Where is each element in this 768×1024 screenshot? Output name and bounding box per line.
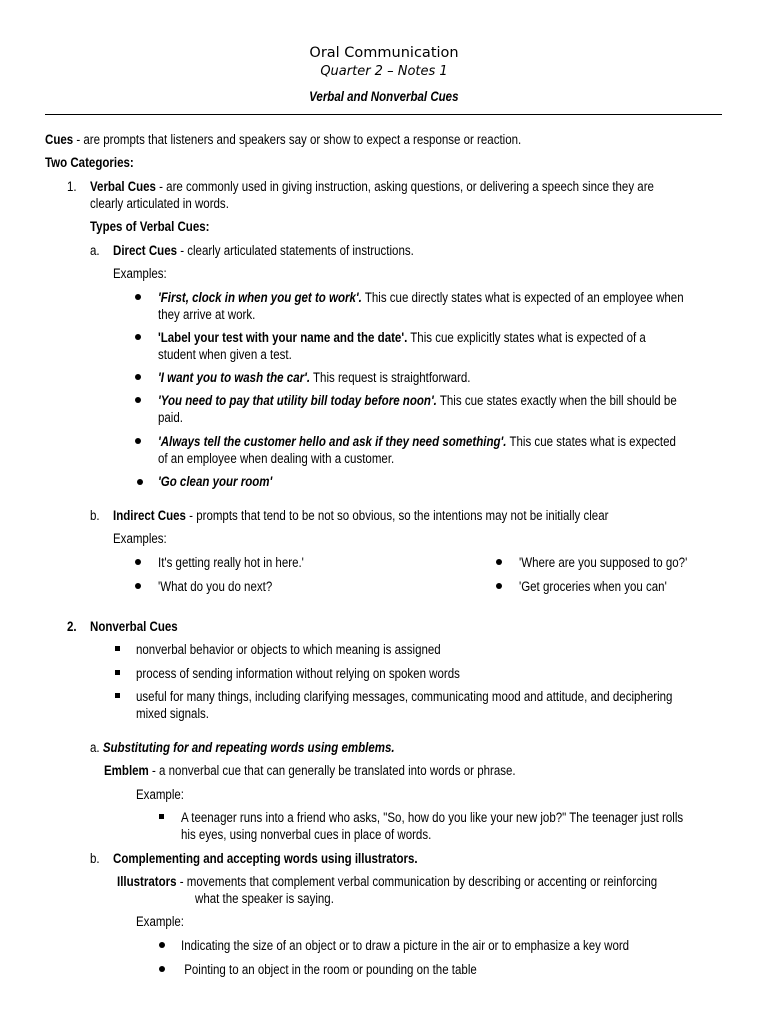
direct-example-1	[158, 289, 684, 306]
direct-example-3	[158, 369, 470, 386]
verbal-number: 1.	[67, 179, 77, 194]
direct-examples-label: Examples:	[113, 266, 167, 281]
illustrators-example: Pointing to an object in the room or pounding on the table	[181, 962, 477, 977]
bullet-icon	[137, 479, 143, 485]
cues-term: Cues	[45, 132, 74, 147]
square-bullet-icon	[115, 670, 120, 675]
verbal-definition	[90, 178, 654, 195]
direct-example-4-line2: paid.	[158, 410, 183, 425]
bullet-icon	[159, 966, 165, 972]
illustrators-heading: Complementing and accepting words using illustrators.	[113, 851, 418, 866]
direct-example-5	[158, 433, 676, 450]
indirect-example: It's getting really hot in here.'	[158, 555, 304, 570]
square-bullet-icon	[159, 814, 164, 819]
direct-example-text: This cue directly states what is expected of an employee when	[361, 290, 684, 305]
indirect-term: Indirect Cues	[113, 508, 186, 523]
indirect-example: 'What do you do next?	[158, 579, 273, 594]
bullet-icon	[135, 397, 141, 403]
bullet-icon	[496, 583, 502, 589]
emblems-heading-text: Substituting for and repeating words using emblems.	[102, 740, 395, 755]
bullet-icon	[135, 334, 141, 340]
verbal-definition-line2: clearly articulated in words.	[90, 196, 229, 211]
nonverbal-bullet: process of sending information without relying on spoken words	[136, 666, 460, 681]
direct-definition	[113, 242, 414, 259]
nonverbal-bullet: useful for many things, including clarifying messages, communicating mood and attitude, and deciphering	[136, 689, 673, 704]
categories-label: Two Categories:	[45, 155, 134, 170]
indirect-example: 'Get groceries when you can'	[519, 579, 667, 594]
cues-definition-text: - are prompts that listeners and speakers say or show to expect a response or reaction.	[73, 132, 522, 147]
direct-example-text: This cue states what is expected	[506, 434, 676, 449]
direct-example-quote: 'Label your test with your name and the date'.	[158, 330, 408, 345]
direct-example-quote: 'You need to pay that utility bill today before noon'.	[158, 393, 437, 408]
direct-example-text: This request is straightforward.	[310, 370, 471, 385]
document-topic	[0, 88, 768, 106]
direct-definition-text: - clearly articulated statements of instructions.	[177, 243, 414, 258]
document-subtitle: Quarter 2 – Notes 1	[320, 64, 448, 79]
direct-example-2	[158, 329, 646, 346]
bullet-icon	[159, 942, 165, 948]
bullet-icon	[135, 374, 141, 380]
indirect-definition-text: - prompts that tend to be not so obvious, so the intentions may not be initially clear	[185, 508, 609, 523]
square-bullet-icon	[115, 646, 120, 651]
illustrators-letter: b.	[90, 851, 100, 866]
bullet-icon	[135, 438, 141, 444]
illustrators-definition-text: - movements that complement verbal communication by describing or accenting or reinforcing	[176, 874, 658, 889]
nonverbal-term: Nonverbal Cues	[90, 619, 178, 634]
bullet-icon	[135, 294, 141, 300]
header-divider	[45, 114, 722, 115]
direct-example-quote: 'Always tell the customer hello and ask if they need something'.	[158, 434, 507, 449]
nonverbal-bullet-line2: mixed signals.	[136, 706, 209, 721]
verbal-definition-line1: - are commonly used in giving instruction, asking questions, or delivering a speech since they are	[155, 179, 654, 194]
emblems-letter: a.	[90, 740, 100, 755]
illustrators-term: Illustrators	[117, 874, 177, 889]
illustrators-definition-line2: what the speaker is saying.	[195, 891, 334, 906]
emblem-term: Emblem	[104, 763, 149, 778]
bullet-icon	[135, 583, 141, 589]
direct-example-1-line2: they arrive at work.	[158, 307, 256, 322]
direct-example-5-line2: of an employee when dealing with a customer.	[158, 451, 395, 466]
verbal-types-label: Types of Verbal Cues:	[90, 219, 210, 234]
direct-term: Direct Cues	[113, 243, 178, 258]
square-bullet-icon	[115, 693, 120, 698]
direct-example-6	[158, 473, 272, 490]
verbal-term: Verbal Cues	[90, 179, 156, 194]
nonverbal-bullet: nonverbal behavior or objects to which meaning is assigned	[136, 642, 441, 657]
bullet-icon	[135, 559, 141, 565]
emblem-example: A teenager runs into a friend who asks, "So, how do you like your new job?" The teenager just rolls	[181, 810, 684, 825]
emblem-example-line2: his eyes, using nonverbal cues in place of words.	[181, 827, 432, 842]
topic-text: Verbal and Nonverbal Cues	[309, 89, 459, 104]
document-title: Oral Communication	[309, 45, 459, 61]
indirect-letter: b.	[90, 508, 100, 523]
indirect-example: 'Where are you supposed to go?'	[519, 555, 688, 570]
illustrators-example: Indicating the size of an object or to draw a picture in the air or to emphasize a key word	[181, 938, 630, 953]
emblems-heading	[90, 739, 395, 756]
bullet-icon	[496, 559, 502, 565]
direct-example-quote: 'Go clean your room'	[158, 474, 273, 489]
illustrators-definition	[117, 873, 657, 890]
indirect-examples-label: Examples:	[113, 531, 167, 546]
direct-example-text: This cue explicitly states what is expected of a	[407, 330, 646, 345]
illustrators-example-label: Example:	[136, 914, 185, 929]
direct-letter: a.	[90, 243, 100, 258]
cues-definition	[45, 131, 521, 148]
emblem-definition-text: - a nonverbal cue that can generally be translated into words or phrase.	[148, 763, 516, 778]
direct-example-text: This cue states exactly when the bill should be	[436, 393, 677, 408]
emblem-example-label: Example:	[136, 787, 185, 802]
indirect-definition	[113, 507, 608, 524]
direct-example-quote: 'First, clock in when you get to work'.	[158, 290, 362, 305]
direct-example-4	[158, 392, 677, 409]
direct-example-2-line2: student when given a test.	[158, 347, 292, 362]
nonverbal-number: 2.	[67, 619, 77, 634]
direct-example-quote: 'I want you to wash the car'.	[158, 370, 311, 385]
emblem-definition	[104, 762, 516, 779]
